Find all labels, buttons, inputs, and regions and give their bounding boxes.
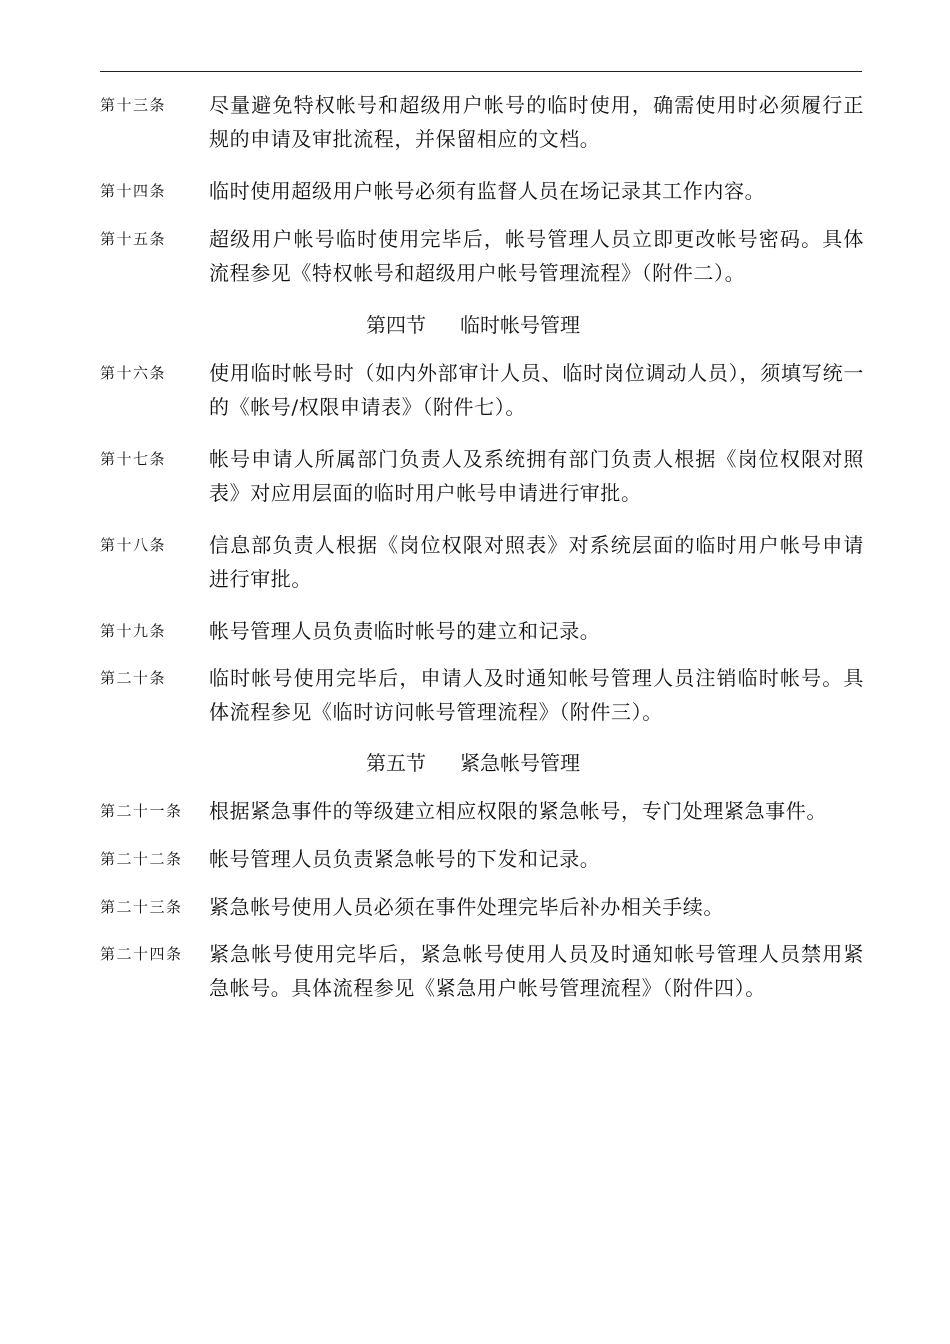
section-number: 第四节 xyxy=(366,313,426,337)
article-label: 第十七条 xyxy=(100,450,167,468)
article-text: 使用临时帐号时（如内外部审计人员、临时岗位调动人员），须填写统一的《帐号/权限申请表》（附件七）。 xyxy=(209,361,864,419)
section-heading-4 xyxy=(366,308,580,342)
article-text: 尽量避免特权帐号和超级用户帐号的临时使用，确需使用时必须履行正规的申请及审批流程，并保留相应的文档。 xyxy=(209,93,864,151)
article-text: 紧急帐号使用人员必须在事件处理完毕后补办相关手续。 xyxy=(209,895,724,919)
section-title: 紧急帐号管理 xyxy=(460,751,580,775)
article-label: 第十九条 xyxy=(100,622,167,640)
article-text: 临时使用超级用户帐号必须有监督人员在场记录其工作内容。 xyxy=(209,179,766,203)
article-label: 第十四条 xyxy=(100,182,167,200)
article-label: 第十六条 xyxy=(100,364,167,382)
article-label: 第二十四条 xyxy=(100,945,183,963)
article-label: 第二十三条 xyxy=(100,898,183,916)
section-heading-5 xyxy=(366,746,580,780)
article-text: 紧急帐号使用完毕后，紧急帐号使用人员及时通知帐号管理人员禁用紧急帐号。具体流程参见《紧急用户帐号管理流程》（附件四）。 xyxy=(209,942,864,1000)
article-label: 第十五条 xyxy=(100,230,167,248)
article-text: 临时帐号使用完毕后，申请人及时通知帐号管理人员注销临时帐号。具体流程参见《临时访问帐号管理流程》（附件三）。 xyxy=(209,666,864,724)
section-number: 第五节 xyxy=(366,751,426,775)
article-label: 第十八条 xyxy=(100,536,167,554)
section-title: 临时帐号管理 xyxy=(460,313,580,337)
article-text: 超级用户帐号临时使用完毕后，帐号管理人员立即更改帐号密码。具体流程参见《特权帐号和超级用户帐号管理流程》（附件二）。 xyxy=(209,227,864,285)
article-text: 帐号管理人员负责紧急帐号的下发和记录。 xyxy=(209,847,601,871)
article-text: 信息部负责人根据《岗位权限对照表》对系统层面的临时用户帐号申请进行审批。 xyxy=(209,533,864,591)
article-text: 根据紧急事件的等级建立相应权限的紧急帐号，专门处理紧急事件。 xyxy=(209,799,827,823)
article-label: 第十三条 xyxy=(100,96,167,114)
article-label: 第二十一条 xyxy=(100,802,183,820)
article-label: 第二十二条 xyxy=(100,850,183,868)
article-text: 帐号申请人所属部门负责人及系统拥有部门负责人根据《岗位权限对照表》对应用层面的临时用户帐号申请进行审批。 xyxy=(209,447,864,505)
article-text: 帐号管理人员负责临时帐号的建立和记录。 xyxy=(209,619,601,643)
header-rule xyxy=(100,71,862,72)
article-label: 第二十条 xyxy=(100,669,167,687)
